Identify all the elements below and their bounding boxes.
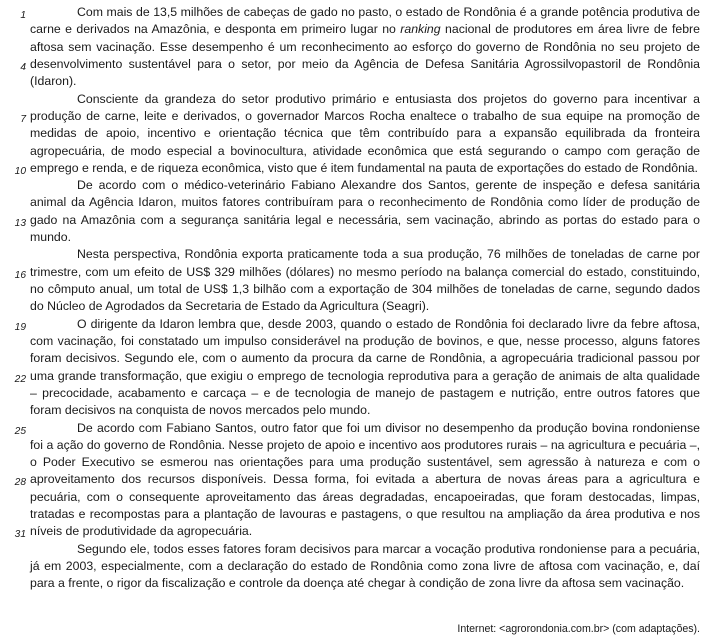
paragraph: [30, 420, 700, 541]
line-number: 13: [14, 217, 26, 229]
text-run: Segundo ele, todos esses fatores foram decisivos para marcar a vocação produtiva rondoniense para a pecuária, já em 2003, especialmente, com a declaração do estado de Rondônia como zona livre de aftosa com vacinação, e, daí para a frente, o rigor da fiscalização e controle da doença até chegar à condição de zona livre da aftosa sem vacinação.: [30, 541, 700, 591]
paragraph: [30, 316, 700, 420]
line-number: 16: [14, 269, 26, 281]
text-run: Com mais de 13,5 milhões de cabeças de gado no pasto, o estado de Rondônia é a grande potência produtiva de carne e derivados na Amazônia, e desponta em primeiro lugar no: [30, 5, 700, 37]
italic-term: ranking: [400, 22, 441, 37]
text-run: Consciente da grandeza do setor produtivo primário e entusiasta dos projetos do governo para incentivar a produção de carne, leite e derivados, o governador Marcos Rocha enaltece o trabalho de sua equipe na promoção de medidas de apoio, incentivo e orientação técnica que têm contribuído para a expansão equilibrada da fronteira agropecuária, de modo especial a bovinocultura, atividade econômica que está segurando o campo com geração de emprego e renda, e de riqueza econômica, visto que é item fundamental na pauta de exportações do estado de Rondônia.: [30, 91, 700, 175]
line-number-gutter: [0, 4, 30, 551]
line-number: 4: [20, 62, 26, 74]
line-number: 1: [20, 10, 26, 22]
text-run: De acordo com o médico-veterinário Fabiano Alexandre dos Santos, gerente de inspeção e defesa sanitária animal da Agência Idaron, muitos fatores contribuíram para o reconhecimento de Rondônia como líder de produção de gado na Amazônia com a segurança sanitária legal e necessária, sem vacinação, abrindo as portas do estado para o mundo.: [30, 178, 700, 245]
line-number: 31: [14, 529, 26, 541]
text-run: nacional de produtores em área livre de febre aftosa sem vacinação. Esse desempenho é um reconhecimento ao esforço do governo de Rondônia no seu projeto de desenvolvimento sustentável para o setor, por meio da Agência de Defesa Sanitária Agrossilvopastoril de Rondônia (Idaron).: [30, 22, 700, 89]
document-text-body: [30, 4, 700, 593]
text-run: Nesta perspectiva, Rondônia exporta praticamente toda a sua produção, 76 milhões de toneladas de carne por trimestre, com um efeito de US$ 329 milhões (dólares) no mesmo período na balança comercial do estado, constituindo, no cômputo anual, um total de US$ 1,3 bilhão com a exportação de 304 milhões de toneladas de carne, segundo dados do Núcleo de Agrodados da Secretaria de Estado da Agricultura (Seagri).: [30, 247, 700, 314]
paragraph: [30, 177, 700, 246]
paragraph: [30, 246, 700, 315]
source-attribution: Internet: <agrorondonia.com.br> (com adaptações).: [457, 622, 700, 635]
text-run: De acordo com Fabiano Santos, outro fator que foi um divisor no desempenho da produção bovina rondoniense foi a ação do governo de Rondônia. Nesse projeto de apoio e incentivo aos produtores rurais – na agricultura e pecuária –, o Poder Executivo se esmerou nas orientações para uma produção sustentável, sem agressão à natureza e com o aproveitamento dos recursos disponíveis. Dessa forma, foi evitada a abertura de novas áreas para a agricultura e pecuária, com o consequente aproveitamento das áreas degradadas, encapoeiradas, que foram destocadas, limpas, tratadas e recompostas para a plantação de lavouras e pastagens, o que resultou na ampliação da área produtiva e nos níveis de produtividade da agropecuária.: [30, 420, 700, 539]
line-number: 19: [14, 321, 26, 333]
line-number: 28: [14, 477, 26, 489]
line-number: 25: [14, 425, 26, 437]
text-run: O dirigente da Idaron lembra que, desde 2003, quando o estado de Rondônia foi declarado livre da febre aftosa, com vacinação, foi constatado um impulso considerável na produção de bovinos, e que, nesse processo, alguns fatores foram decisivos. Segundo ele, com o aumento da procura da carne de Rondônia, a agropecuária tradicional passou por uma grande transformação, que exigiu o emprego de tecnologia reprodutiva para a geração de animais de alta qualidade – precocidade, acabamento e carcaça – e de tecnologia de manejo de pastagem e nutrição, entre outros fatores que foram decisivos na conquista de novos mercados pelo mundo.: [30, 316, 700, 418]
paragraph: [30, 4, 700, 91]
line-number: 22: [14, 373, 26, 385]
paragraph: [30, 91, 700, 178]
line-number: 10: [14, 166, 26, 177]
paragraph: [30, 541, 700, 593]
line-number: 7: [20, 114, 26, 126]
